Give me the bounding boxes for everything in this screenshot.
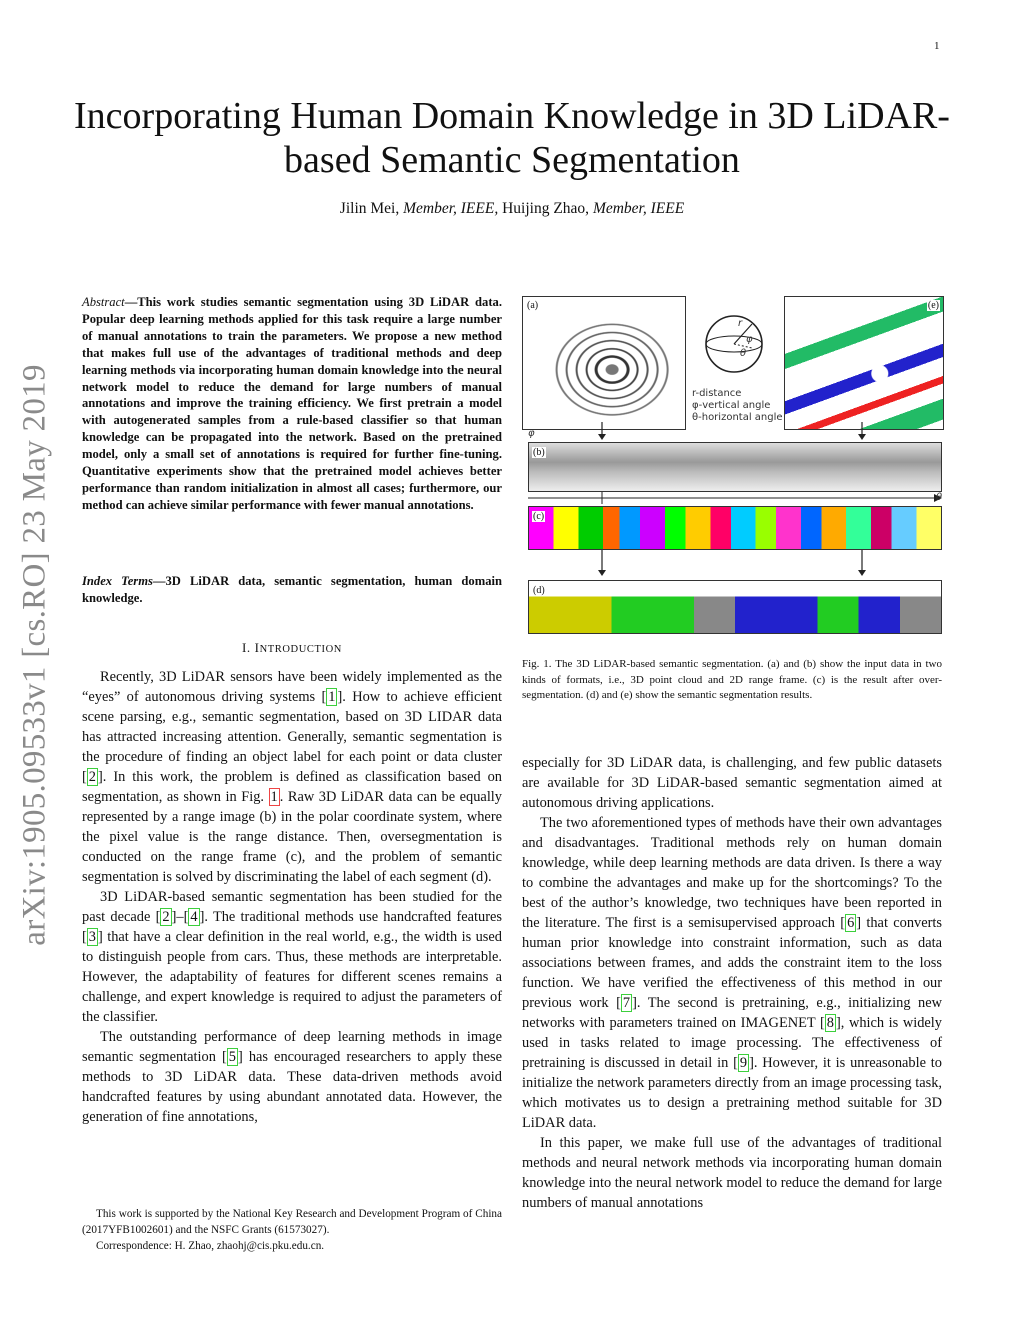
- page-number: 1: [934, 40, 940, 52]
- figure-caption: Fig. 1. The 3D LiDAR-based semantic segmentation. (a) and (b) show the input data in two kinds of formats, i.e., 3D point cloud and 2D range frame. (c) is the result after over-segmentation. (d) and (e) show the semantic segmentation results.: [522, 658, 942, 701]
- citation-link[interactable]: 1: [328, 689, 336, 705]
- index-terms-label: Index Terms: [82, 574, 153, 588]
- arxiv-identifier: arXiv:1905.09533v1 [cs.RO] 23 May 2019: [16, 364, 53, 946]
- paragraph: The two aforementioned types of methods have their own advantages and disadvantages. Traditional methods rely on human domain knowledge, while deep learning methods are data driven. Is there a way to combine the advantages and make up for the shortcomings? To the best of the author’s knowledge, two techniques have been reported in the literature. The first is a semisupervised approach [ 6 ] that converts human prior knowledge into constraint information, such as data associations between frames, and adds the constraint item to the loss function. We have verified the effectiveness of this method in our previous work [ 7 ]. The second is pretraining, e.g., initializing new networks with parameters trained on IMAGENET [ 8 ], which is widely used in tasks related to image processing. The effectiveness of pretraining is discussed in detail in [ 9 ]. However, it is unreasonable to initialize the network parameters directly from an image processing task, which motivates us to design a pretraining method suitable for 3D LiDAR data.: [522, 815, 942, 1131]
- left-column-body: [82, 667, 502, 1127]
- citation-link[interactable]: 5: [228, 1049, 236, 1065]
- author-1-name: Jilin Mei,: [339, 200, 400, 217]
- range-frame-panel: [528, 442, 942, 492]
- legend-theta: θ-horizontal angle: [692, 412, 783, 423]
- panel-label-d: (d): [533, 585, 545, 596]
- author-1-affiliation: Member, IEEE,: [403, 200, 499, 217]
- paragraph: Recently, 3D LiDAR sensors have been widely implemented as the “eyes” of autonomous driving systems [ 1 ]. How to achieve efficient scene parsing, e.g., semantic segmentation, based on 3D LIDAR data has attracted increasing attention. Generally, semantic segmentation is the procedure of finding an object label for each point or data cluster [ 2 ]. In this work, the problem is defined as classification based on segmentation, as shown in Fig. 1 . Raw 3D LiDAR data can be equally represented by a range image (b) in the polar coordinate system, where the pixel value is the range distance. Then, oversegmentation is conducted on the range frame (c), and the problem of semantic segmentation is solved by discriminating the label of each segment (d).: [82, 669, 503, 885]
- footnote-correspondence: Correspondence: H. Zhao, zhaohj@cis.pku.edu.cn.: [96, 1240, 325, 1252]
- semantic-point-cloud-panel: [784, 296, 944, 430]
- footnote-funding: This work is supported by the National Key Research and Development Program of China (2017YFB1002601) and the NSFC Grants (61573027).: [82, 1208, 502, 1236]
- abstract-label: Abstract: [82, 295, 125, 309]
- legend-r: r-distance: [692, 388, 742, 399]
- abstract: [82, 294, 502, 514]
- section-title-initial: I: [254, 640, 260, 655]
- citation-link[interactable]: 2: [162, 909, 170, 925]
- paragraph: The outstanding performance of deep learning methods in image semantic segmentation [ 5 ] has encouraged researchers to apply these methods to 3D LiDAR data. These data-driven methods avoid handcrafted features by using abundant annotated data. However, the generation of fine annotations,: [82, 1029, 503, 1125]
- citation-link[interactable]: 9: [739, 1055, 748, 1071]
- section-number: I.: [241, 640, 251, 655]
- abstract-text: —This work studies semantic segmentation using 3D LiDAR data. Popular deep learning methods applied for this task require a large number of manual annotations to train the parameters. We propose a new method that makes full use of the advantages of traditional methods and deep learning methods via incorporating human domain knowledge into the neural network model to reduce the demand for large numbers of manual annotations and improve the training efficiency. We first pretrain a model with autogenerated samples from a rule-based classifier so that human knowledge can be propagated into the network. Based on the pretrained model, only a small set of annotations is required for further fine-tuning. Quantitative experiments show that the pretrained model achieves better performance than random initialization in almost all cases; furthermore, our method can achieve similar performance with fewer manual annotations.: [82, 295, 502, 512]
- panel-label-b: (b): [533, 447, 545, 458]
- paragraph: especially for 3D LiDAR data, is challenging, and few public datasets are available for 3D LiDAR-based semantic segmentation aimed at autonomous driving applications.: [522, 755, 942, 811]
- author-2-name: Huijing Zhao,: [502, 200, 590, 217]
- arrows-to-b: [522, 422, 954, 442]
- paragraph: 3D LiDAR-based semantic segmentation has been studied for the past decade [ 2 ]–[ 4 ]. The traditional methods use handcrafted features [ 3 ] that have a clear definition in the real world, e.g., the width is used to distinguish people from cars. Thus, these methods are interpretable. However, the adaptability of features for different scenes remains a challenge, and expert knowledge is required to adjust the parameters of the classifier.: [82, 889, 502, 1025]
- section-heading: [82, 640, 502, 656]
- oversegmentation-panel: [528, 506, 942, 550]
- index-terms-text: —3D LiDAR data, semantic segmentation, human domain knowledge.: [82, 574, 502, 605]
- legend-phi: φ-vertical angle: [692, 400, 771, 411]
- theta-axis: [528, 492, 948, 506]
- citation-link[interactable]: 8: [826, 1015, 834, 1031]
- footnote: [82, 1206, 502, 1254]
- coordinate-legend: [692, 388, 783, 424]
- arxiv-sidebar: [15, 355, 55, 955]
- figure-1: [522, 294, 954, 639]
- author-line: [60, 200, 964, 218]
- point-cloud-panel: [522, 296, 686, 430]
- citation-link[interactable]: 2: [88, 769, 96, 785]
- index-terms: [82, 573, 502, 607]
- semantic-segmentation-panel: [528, 580, 942, 634]
- polar-coordinate-diagram: [702, 312, 766, 376]
- section-title-rest: NTRODUCTION: [259, 644, 342, 655]
- theta-symbol: θ: [740, 348, 747, 359]
- figure-link[interactable]: 1: [270, 789, 278, 805]
- theta-axis-label: θ: [936, 492, 943, 503]
- citation-link[interactable]: 3: [88, 929, 96, 945]
- r-symbol: r: [738, 318, 743, 329]
- phi-symbol: φ: [746, 334, 753, 345]
- paragraph: In this paper, we make full use of the advantages of traditional methods and neural network methods via incorporating human domain knowledge into the neural network model to reduce the demand for large numbers of manual annotations: [522, 1135, 942, 1211]
- paper-title: Incorporating Human Domain Knowledge in 3D LiDAR-based Semantic Segmentation: [74, 95, 950, 181]
- panel-label-c: (c): [533, 511, 545, 522]
- citation-link[interactable]: 4: [190, 909, 198, 925]
- citation-link[interactable]: 7: [622, 995, 631, 1011]
- phi-axis-label: φ: [528, 428, 535, 439]
- panel-label-e: (e): [927, 300, 939, 311]
- panel-label-a: (a): [527, 300, 539, 311]
- citation-link[interactable]: 6: [847, 915, 855, 931]
- author-2-affiliation: Member, IEEE: [592, 200, 685, 217]
- right-column-body: [522, 753, 942, 1213]
- arrow-to-d: [522, 550, 954, 580]
